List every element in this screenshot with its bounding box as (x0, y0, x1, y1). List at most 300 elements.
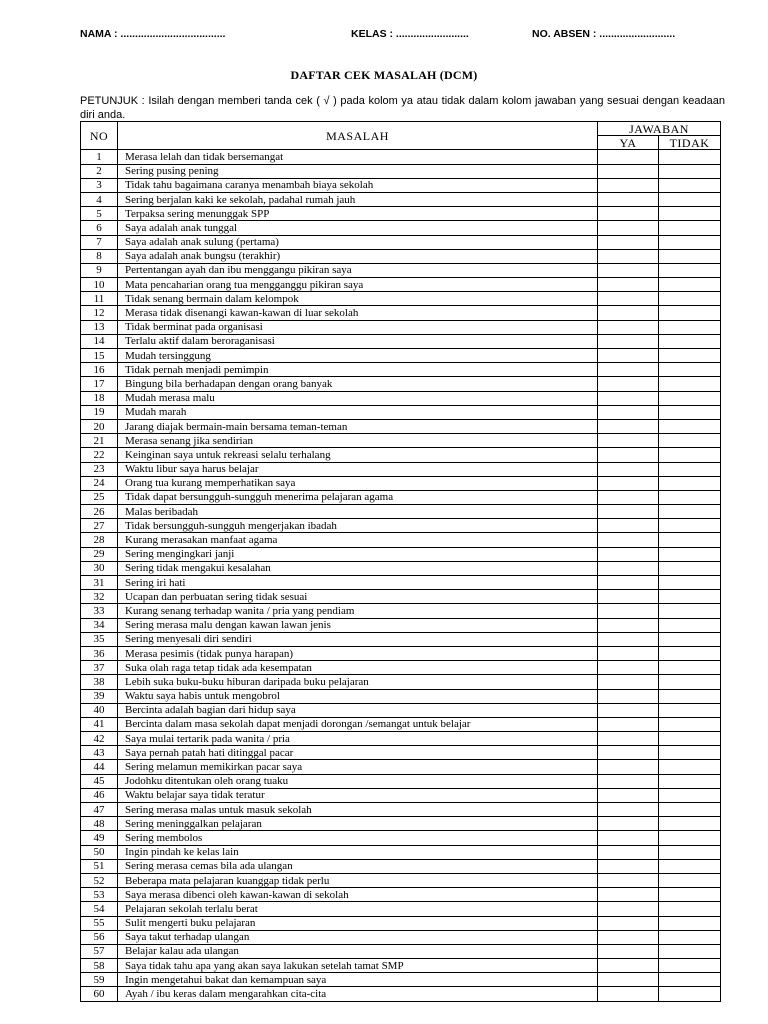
answer-ya-cell[interactable] (598, 604, 659, 618)
table-row (81, 788, 721, 802)
row-masalah: Tidak pernah menjadi pemimpin (118, 363, 598, 377)
student-info-header (0, 28, 768, 44)
answer-ya-cell[interactable] (598, 306, 659, 320)
row-masalah: Kurang merasakan manfaat agama (118, 533, 598, 547)
table-row (81, 576, 721, 590)
header-jawaban: JAWABAN (598, 122, 721, 136)
row-masalah: Merasa senang jika sendirian (118, 434, 598, 448)
kelas-field[interactable]: KELAS : ......................... (351, 28, 469, 40)
row-number: 1 (81, 150, 118, 164)
answer-tidak-cell[interactable] (659, 873, 721, 887)
row-number: 50 (81, 845, 118, 859)
row-number: 57 (81, 944, 118, 958)
answer-tidak-cell[interactable] (659, 150, 721, 164)
row-number: 24 (81, 476, 118, 490)
table-row (81, 419, 721, 433)
answer-ya-cell[interactable] (598, 434, 659, 448)
answer-tidak-cell[interactable] (659, 916, 721, 930)
row-masalah: Beberapa mata pelajaran kuanggap tidak perlu (118, 873, 598, 887)
row-masalah: Terlalu aktif dalam beroraganisasi (118, 334, 598, 348)
table-row (81, 434, 721, 448)
row-number: 42 (81, 732, 118, 746)
row-masalah: Bercinta adalah bagian dari hidup saya (118, 703, 598, 717)
table-row (81, 646, 721, 660)
row-number: 2 (81, 164, 118, 178)
answer-ya-cell[interactable] (598, 930, 659, 944)
row-masalah: Merasa lelah dan tidak bersemangat (118, 150, 598, 164)
row-number: 3 (81, 178, 118, 192)
row-number: 9 (81, 263, 118, 277)
answer-ya-cell[interactable] (598, 746, 659, 760)
answer-tidak-cell[interactable] (659, 590, 721, 604)
row-masalah: Merasa pesimis (tidak punya harapan) (118, 646, 598, 660)
header-ya: YA (598, 136, 659, 150)
answer-ya-cell[interactable] (598, 888, 659, 902)
row-number: 58 (81, 959, 118, 973)
answer-tidak-cell[interactable] (659, 391, 721, 405)
table-row (81, 703, 721, 717)
table-row (81, 533, 721, 547)
answer-ya-cell[interactable] (598, 221, 659, 235)
answer-ya-cell[interactable] (598, 292, 659, 306)
answer-ya-cell[interactable] (598, 817, 659, 831)
row-masalah: Suka olah raga tetap tidak ada kesempatan (118, 661, 598, 675)
answer-tidak-cell[interactable] (659, 221, 721, 235)
answer-ya-cell[interactable] (598, 803, 659, 817)
table-row (81, 774, 721, 788)
row-number: 37 (81, 661, 118, 675)
row-number: 48 (81, 817, 118, 831)
answer-ya-cell[interactable] (598, 788, 659, 802)
no-absen-field[interactable]: NO. ABSEN : .......................... (532, 28, 676, 40)
answer-ya-cell[interactable] (598, 462, 659, 476)
answer-ya-cell[interactable] (598, 618, 659, 632)
row-masalah: Saya merasa dibenci oleh kawan-kawan di sekolah (118, 888, 598, 902)
answer-tidak-cell[interactable] (659, 561, 721, 575)
table-row (81, 604, 721, 618)
table-row (81, 916, 721, 930)
row-number: 16 (81, 363, 118, 377)
answer-tidak-cell[interactable] (659, 632, 721, 646)
answer-tidak-cell[interactable] (659, 732, 721, 746)
answer-tidak-cell[interactable] (659, 263, 721, 277)
answer-ya-cell[interactable] (598, 519, 659, 533)
table-row (81, 164, 721, 178)
table-row (81, 150, 721, 164)
answer-tidak-cell[interactable] (659, 547, 721, 561)
answer-tidak-cell[interactable] (659, 902, 721, 916)
table-row (81, 717, 721, 731)
answer-ya-cell[interactable] (598, 959, 659, 973)
answer-tidak-cell[interactable] (659, 746, 721, 760)
row-masalah: Sulit mengerti buku pelajaran (118, 916, 598, 930)
row-masalah: Sering iri hati (118, 576, 598, 590)
table-row (81, 505, 721, 519)
answer-ya-cell[interactable] (598, 859, 659, 873)
answer-tidak-cell[interactable] (659, 944, 721, 958)
answer-tidak-cell[interactable] (659, 845, 721, 859)
table-row (81, 831, 721, 845)
row-masalah: Waktu saya habis untuk mengobrol (118, 689, 598, 703)
table-row (81, 902, 721, 916)
answer-ya-cell[interactable] (598, 576, 659, 590)
answer-ya-cell[interactable] (598, 207, 659, 221)
table-row (81, 306, 721, 320)
table-row (81, 249, 721, 263)
answer-ya-cell[interactable] (598, 774, 659, 788)
table-row (81, 462, 721, 476)
answer-ya-cell[interactable] (598, 150, 659, 164)
answer-tidak-cell[interactable] (659, 448, 721, 462)
answer-ya-cell[interactable] (598, 476, 659, 490)
row-number: 30 (81, 561, 118, 575)
table-row (81, 959, 721, 973)
row-masalah: Keinginan saya untuk rekreasi selalu terhalang (118, 448, 598, 462)
answer-tidak-cell[interactable] (659, 661, 721, 675)
answer-ya-cell[interactable] (598, 845, 659, 859)
row-masalah: Ingin pindah ke kelas lain (118, 845, 598, 859)
answer-tidak-cell[interactable] (659, 419, 721, 433)
answer-tidak-cell[interactable] (659, 618, 721, 632)
row-number: 41 (81, 717, 118, 731)
table-row (81, 292, 721, 306)
row-masalah: Orang tua kurang memperhatikan saya (118, 476, 598, 490)
row-number: 47 (81, 803, 118, 817)
table-row (81, 235, 721, 249)
table-row (81, 476, 721, 490)
row-masalah: Pelajaran sekolah terlalu berat (118, 902, 598, 916)
table-row (81, 363, 721, 377)
row-number: 38 (81, 675, 118, 689)
table-row (81, 845, 721, 859)
answer-tidak-cell[interactable] (659, 178, 721, 192)
answer-tidak-cell[interactable] (659, 476, 721, 490)
nama-field[interactable]: NAMA : .................................... (80, 28, 226, 40)
table-row (81, 746, 721, 760)
table-row (81, 561, 721, 575)
row-number: 19 (81, 405, 118, 419)
answer-ya-cell[interactable] (598, 689, 659, 703)
table-row (81, 590, 721, 604)
row-number: 51 (81, 859, 118, 873)
answer-ya-cell[interactable] (598, 590, 659, 604)
row-masalah: Sering tidak mengakui kesalahan (118, 561, 598, 575)
table-row (81, 930, 721, 944)
answer-ya-cell[interactable] (598, 349, 659, 363)
answer-tidak-cell[interactable] (659, 405, 721, 419)
answer-ya-cell[interactable] (598, 490, 659, 504)
row-number: 21 (81, 434, 118, 448)
row-number: 31 (81, 576, 118, 590)
answer-tidak-cell[interactable] (659, 576, 721, 590)
row-masalah: Sering melamun memikirkan pacar saya (118, 760, 598, 774)
table-row (81, 661, 721, 675)
table-row (81, 377, 721, 391)
answer-tidak-cell[interactable] (659, 859, 721, 873)
table-row (81, 803, 721, 817)
header-tidak: TIDAK (659, 136, 721, 150)
table-row (81, 689, 721, 703)
answer-ya-cell[interactable] (598, 533, 659, 547)
answer-tidak-cell[interactable] (659, 831, 721, 845)
answer-ya-cell[interactable] (598, 703, 659, 717)
answer-tidak-cell[interactable] (659, 320, 721, 334)
row-number: 25 (81, 490, 118, 504)
answer-ya-cell[interactable] (598, 973, 659, 987)
answer-ya-cell[interactable] (598, 419, 659, 433)
row-masalah: Sering pusing pening (118, 164, 598, 178)
row-number: 23 (81, 462, 118, 476)
row-masalah: Saya adalah anak sulung (pertama) (118, 235, 598, 249)
table-row (81, 859, 721, 873)
answer-ya-cell[interactable] (598, 987, 659, 1001)
row-masalah: Tidak dapat bersungguh-sungguh menerima pelajaran agama (118, 490, 598, 504)
table-row (81, 732, 721, 746)
row-number: 5 (81, 207, 118, 221)
row-number: 8 (81, 249, 118, 263)
answer-tidak-cell[interactable] (659, 717, 721, 731)
table-row (81, 391, 721, 405)
row-masalah: Saya tidak tahu apa yang akan saya lakukan setelah tamat SMP (118, 959, 598, 973)
answer-ya-cell[interactable] (598, 760, 659, 774)
answer-ya-cell[interactable] (598, 505, 659, 519)
row-number: 46 (81, 788, 118, 802)
answer-tidak-cell[interactable] (659, 646, 721, 660)
row-masalah: Waktu libur saya harus belajar (118, 462, 598, 476)
row-masalah: Ucapan dan perbuatan sering tidak sesuai (118, 590, 598, 604)
row-masalah: Saya adalah anak bungsu (terakhir) (118, 249, 598, 263)
answer-tidak-cell[interactable] (659, 434, 721, 448)
table-row (81, 817, 721, 831)
table-row (81, 448, 721, 462)
row-number: 17 (81, 377, 118, 391)
answer-tidak-cell[interactable] (659, 334, 721, 348)
answer-tidak-cell[interactable] (659, 817, 721, 831)
table-row (81, 944, 721, 958)
answer-tidak-cell[interactable] (659, 803, 721, 817)
row-masalah: Saya mulai tertarik pada wanita / pria (118, 732, 598, 746)
row-masalah: Bingung bila berhadapan dengan orang banyak (118, 377, 598, 391)
table-row (81, 263, 721, 277)
row-masalah: Sering merasa malas untuk masuk sekolah (118, 803, 598, 817)
table-row (81, 320, 721, 334)
row-masalah: Sering berjalan kaki ke sekolah, padahal rumah jauh (118, 192, 598, 206)
row-number: 13 (81, 320, 118, 334)
answer-tidak-cell[interactable] (659, 604, 721, 618)
row-masalah: Tidak bersungguh-sungguh mengerjakan ibadah (118, 519, 598, 533)
answer-ya-cell[interactable] (598, 320, 659, 334)
row-number: 53 (81, 888, 118, 902)
answer-tidak-cell[interactable] (659, 235, 721, 249)
row-number: 12 (81, 306, 118, 320)
row-number: 35 (81, 632, 118, 646)
row-number: 26 (81, 505, 118, 519)
answer-tidak-cell[interactable] (659, 462, 721, 476)
answer-ya-cell[interactable] (598, 192, 659, 206)
answer-tidak-cell[interactable] (659, 959, 721, 973)
row-masalah: Waktu belajar saya tidak teratur (118, 788, 598, 802)
checklist-table (80, 121, 721, 1002)
row-masalah: Merasa tidak disenangi kawan-kawan di luar sekolah (118, 306, 598, 320)
answer-ya-cell[interactable] (598, 547, 659, 561)
table-row (81, 632, 721, 646)
answer-tidak-cell[interactable] (659, 519, 721, 533)
row-number: 43 (81, 746, 118, 760)
answer-ya-cell[interactable] (598, 902, 659, 916)
instructions: PETUNJUK : Isilah dengan memberi tanda cek ( √ ) pada kolom ya atau tidak dalam kolom jawaban yang sesuai dengan keadaan diri anda. (80, 95, 725, 121)
table-row (81, 675, 721, 689)
answer-tidak-cell[interactable] (659, 930, 721, 944)
answer-ya-cell[interactable] (598, 646, 659, 660)
row-masalah: Pertentangan ayah dan ibu menggangu pikiran saya (118, 263, 598, 277)
answer-ya-cell[interactable] (598, 405, 659, 419)
row-masalah: Belajar kalau ada ulangan (118, 944, 598, 958)
answer-ya-cell[interactable] (598, 178, 659, 192)
table-row (81, 760, 721, 774)
answer-tidak-cell[interactable] (659, 377, 721, 391)
row-number: 56 (81, 930, 118, 944)
table-row (81, 987, 721, 1001)
answer-ya-cell[interactable] (598, 831, 659, 845)
row-masalah: Sering meninggalkan pelajaran (118, 817, 598, 831)
answer-ya-cell[interactable] (598, 561, 659, 575)
answer-tidak-cell[interactable] (659, 774, 721, 788)
row-number: 59 (81, 973, 118, 987)
table-row (81, 490, 721, 504)
row-masalah: Ayah / ibu keras dalam mengarahkan cita-cita (118, 987, 598, 1001)
answer-tidak-cell[interactable] (659, 973, 721, 987)
row-number: 11 (81, 292, 118, 306)
answer-ya-cell[interactable] (598, 661, 659, 675)
row-number: 39 (81, 689, 118, 703)
row-number: 60 (81, 987, 118, 1001)
row-number: 44 (81, 760, 118, 774)
row-number: 10 (81, 278, 118, 292)
answer-tidak-cell[interactable] (659, 363, 721, 377)
answer-ya-cell[interactable] (598, 873, 659, 887)
answer-ya-cell[interactable] (598, 164, 659, 178)
answer-tidak-cell[interactable] (659, 760, 721, 774)
row-number: 4 (81, 192, 118, 206)
row-masalah: Lebih suka buku-buku hiburan daripada buku pelajaran (118, 675, 598, 689)
answer-tidak-cell[interactable] (659, 207, 721, 221)
answer-tidak-cell[interactable] (659, 505, 721, 519)
row-masalah: Kurang senang terhadap wanita / pria yang pendiam (118, 604, 598, 618)
header-masalah: MASALAH (118, 122, 598, 150)
row-masalah: Tidak senang bermain dalam kelompok (118, 292, 598, 306)
table-row (81, 873, 721, 887)
answer-tidak-cell[interactable] (659, 192, 721, 206)
answer-tidak-cell[interactable] (659, 888, 721, 902)
answer-ya-cell[interactable] (598, 278, 659, 292)
row-number: 7 (81, 235, 118, 249)
row-masalah: Saya takut terhadap ulangan (118, 930, 598, 944)
answer-ya-cell[interactable] (598, 263, 659, 277)
table-row (81, 278, 721, 292)
answer-ya-cell[interactable] (598, 944, 659, 958)
answer-tidak-cell[interactable] (659, 533, 721, 547)
row-number: 36 (81, 646, 118, 660)
answer-tidak-cell[interactable] (659, 675, 721, 689)
row-number: 14 (81, 334, 118, 348)
row-number: 27 (81, 519, 118, 533)
table-row (81, 519, 721, 533)
row-number: 34 (81, 618, 118, 632)
answer-ya-cell[interactable] (598, 632, 659, 646)
answer-tidak-cell[interactable] (659, 278, 721, 292)
answer-tidak-cell[interactable] (659, 689, 721, 703)
answer-ya-cell[interactable] (598, 235, 659, 249)
row-masalah: Bercinta dalam masa sekolah dapat menjadi dorongan /semangat untuk belajar (118, 717, 598, 731)
row-masalah: Tidak berminat pada organisasi (118, 320, 598, 334)
table-row (81, 334, 721, 348)
row-masalah: Sering mengingkari janji (118, 547, 598, 561)
table-row (81, 221, 721, 235)
row-masalah: Terpaksa sering menunggak SPP (118, 207, 598, 221)
row-number: 55 (81, 916, 118, 930)
answer-ya-cell[interactable] (598, 916, 659, 930)
answer-ya-cell[interactable] (598, 732, 659, 746)
row-masalah: Mudah tersinggung (118, 349, 598, 363)
table-row (81, 973, 721, 987)
table-row (81, 547, 721, 561)
answer-tidak-cell[interactable] (659, 249, 721, 263)
answer-ya-cell[interactable] (598, 391, 659, 405)
row-masalah: Tidak tahu bagaimana caranya menambah biaya sekolah (118, 178, 598, 192)
row-masalah: Saya pernah patah hati ditinggal pacar (118, 746, 598, 760)
answer-ya-cell[interactable] (598, 675, 659, 689)
row-number: 52 (81, 873, 118, 887)
row-masalah: Malas beribadah (118, 505, 598, 519)
table-row (81, 888, 721, 902)
answer-tidak-cell[interactable] (659, 292, 721, 306)
row-number: 49 (81, 831, 118, 845)
answer-tidak-cell[interactable] (659, 349, 721, 363)
answer-tidak-cell[interactable] (659, 788, 721, 802)
table-row (81, 405, 721, 419)
row-number: 45 (81, 774, 118, 788)
row-masalah: Jodohku ditentukan oleh orang tuaku (118, 774, 598, 788)
row-masalah: Sering menyesali diri sendiri (118, 632, 598, 646)
document-title: DAFTAR CEK MASALAH (DCM) (290, 68, 478, 82)
answer-ya-cell[interactable] (598, 363, 659, 377)
row-masalah: Sering merasa malu dengan kawan lawan jenis (118, 618, 598, 632)
header-no: NO (81, 122, 118, 150)
row-number: 28 (81, 533, 118, 547)
row-number: 6 (81, 221, 118, 235)
answer-tidak-cell[interactable] (659, 164, 721, 178)
table-row (81, 618, 721, 632)
row-masalah: Ingin mengetahui bakat dan kemampuan saya (118, 973, 598, 987)
row-masalah: Sering membolos (118, 831, 598, 845)
checklist-rows (81, 150, 721, 1001)
answer-ya-cell[interactable] (598, 249, 659, 263)
answer-tidak-cell[interactable] (659, 490, 721, 504)
row-number: 15 (81, 349, 118, 363)
answer-ya-cell[interactable] (598, 334, 659, 348)
answer-ya-cell[interactable] (598, 717, 659, 731)
answer-tidak-cell[interactable] (659, 987, 721, 1001)
answer-ya-cell[interactable] (598, 448, 659, 462)
row-masalah: Sering merasa cemas bila ada ulangan (118, 859, 598, 873)
answer-ya-cell[interactable] (598, 377, 659, 391)
row-number: 29 (81, 547, 118, 561)
table-row (81, 178, 721, 192)
row-masalah: Mudah merasa malu (118, 391, 598, 405)
table-row (81, 207, 721, 221)
answer-tidak-cell[interactable] (659, 703, 721, 717)
answer-tidak-cell[interactable] (659, 306, 721, 320)
